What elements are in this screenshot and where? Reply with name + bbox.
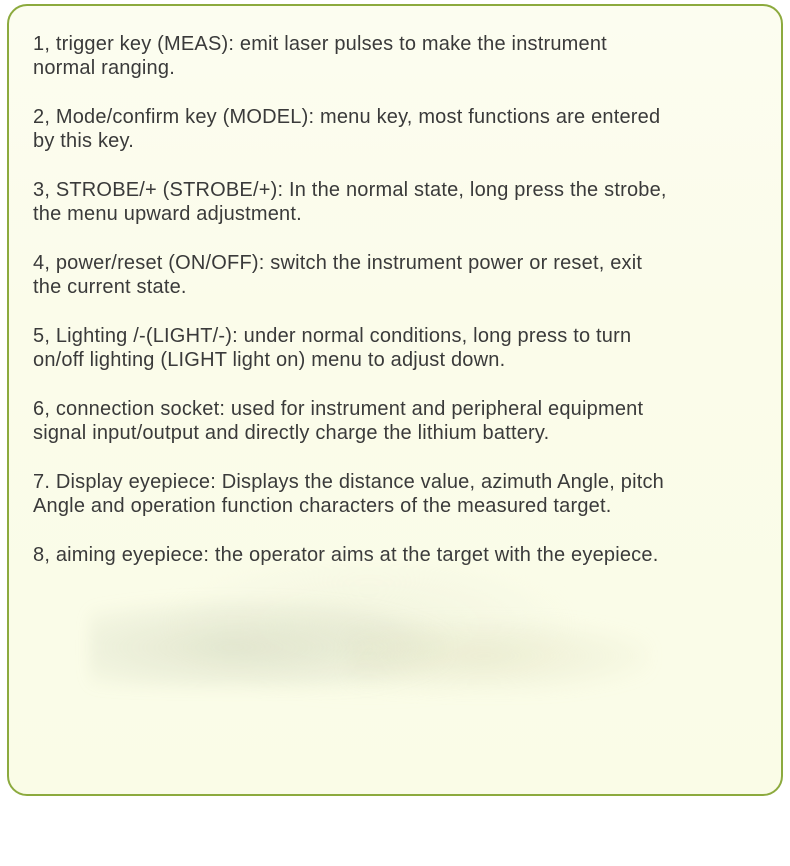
instruction-line: by this key.	[33, 130, 134, 152]
watermark-smudge	[159, 566, 579, 696]
instruction-paragraph-aiming-eyepiece	[33, 543, 763, 567]
instruction-paragraph-trigger-key	[33, 32, 763, 80]
watermark-smudge	[89, 598, 449, 688]
instruction-line: normal ranging.	[33, 57, 175, 79]
instructions-panel	[7, 4, 783, 796]
instruction-paragraph-connection-socket	[33, 397, 763, 445]
instruction-line: 6, connection socket: used for instrument and peripheral equipment	[33, 398, 644, 420]
instruction-line: 8, aiming eyepiece: the operator aims at the target with the eyepiece.	[33, 544, 659, 566]
instruction-paragraph-strobe-key	[33, 178, 763, 226]
instruction-line: 4, power/reset (ON/OFF): switch the instrument power or reset, exit	[33, 252, 643, 274]
instruction-paragraph-lighting-key	[33, 324, 763, 372]
instruction-line: 1, trigger key (MEAS): emit laser pulses to make the instrument	[33, 33, 607, 55]
instruction-line: 2, Mode/confirm key (MODEL): menu key, most functions are entered	[33, 106, 661, 128]
instruction-paragraph-power-key	[33, 251, 763, 299]
instruction-line: 3, STROBE/+ (STROBE/+): In the normal state, long press the strobe,	[33, 179, 667, 201]
instruction-line: signal input/output and directly charge the lithium battery.	[33, 422, 550, 444]
watermark-smudge	[349, 621, 649, 691]
instruction-line: 7. Display eyepiece: Displays the distance value, azimuth Angle, pitch	[33, 471, 665, 493]
instruction-line: the menu upward adjustment.	[33, 203, 302, 225]
instruction-line: on/off lighting (LIGHT light on) menu to adjust down.	[33, 349, 506, 371]
instruction-line: 5, Lighting /-(LIGHT/-): under normal conditions, long press to turn	[33, 325, 632, 347]
instruction-paragraph-display-eyepiece	[33, 470, 763, 518]
instruction-line: the current state.	[33, 276, 187, 298]
instruction-line: Angle and operation function characters of the measured target.	[33, 495, 612, 517]
instruction-paragraph-mode-key	[33, 105, 763, 153]
